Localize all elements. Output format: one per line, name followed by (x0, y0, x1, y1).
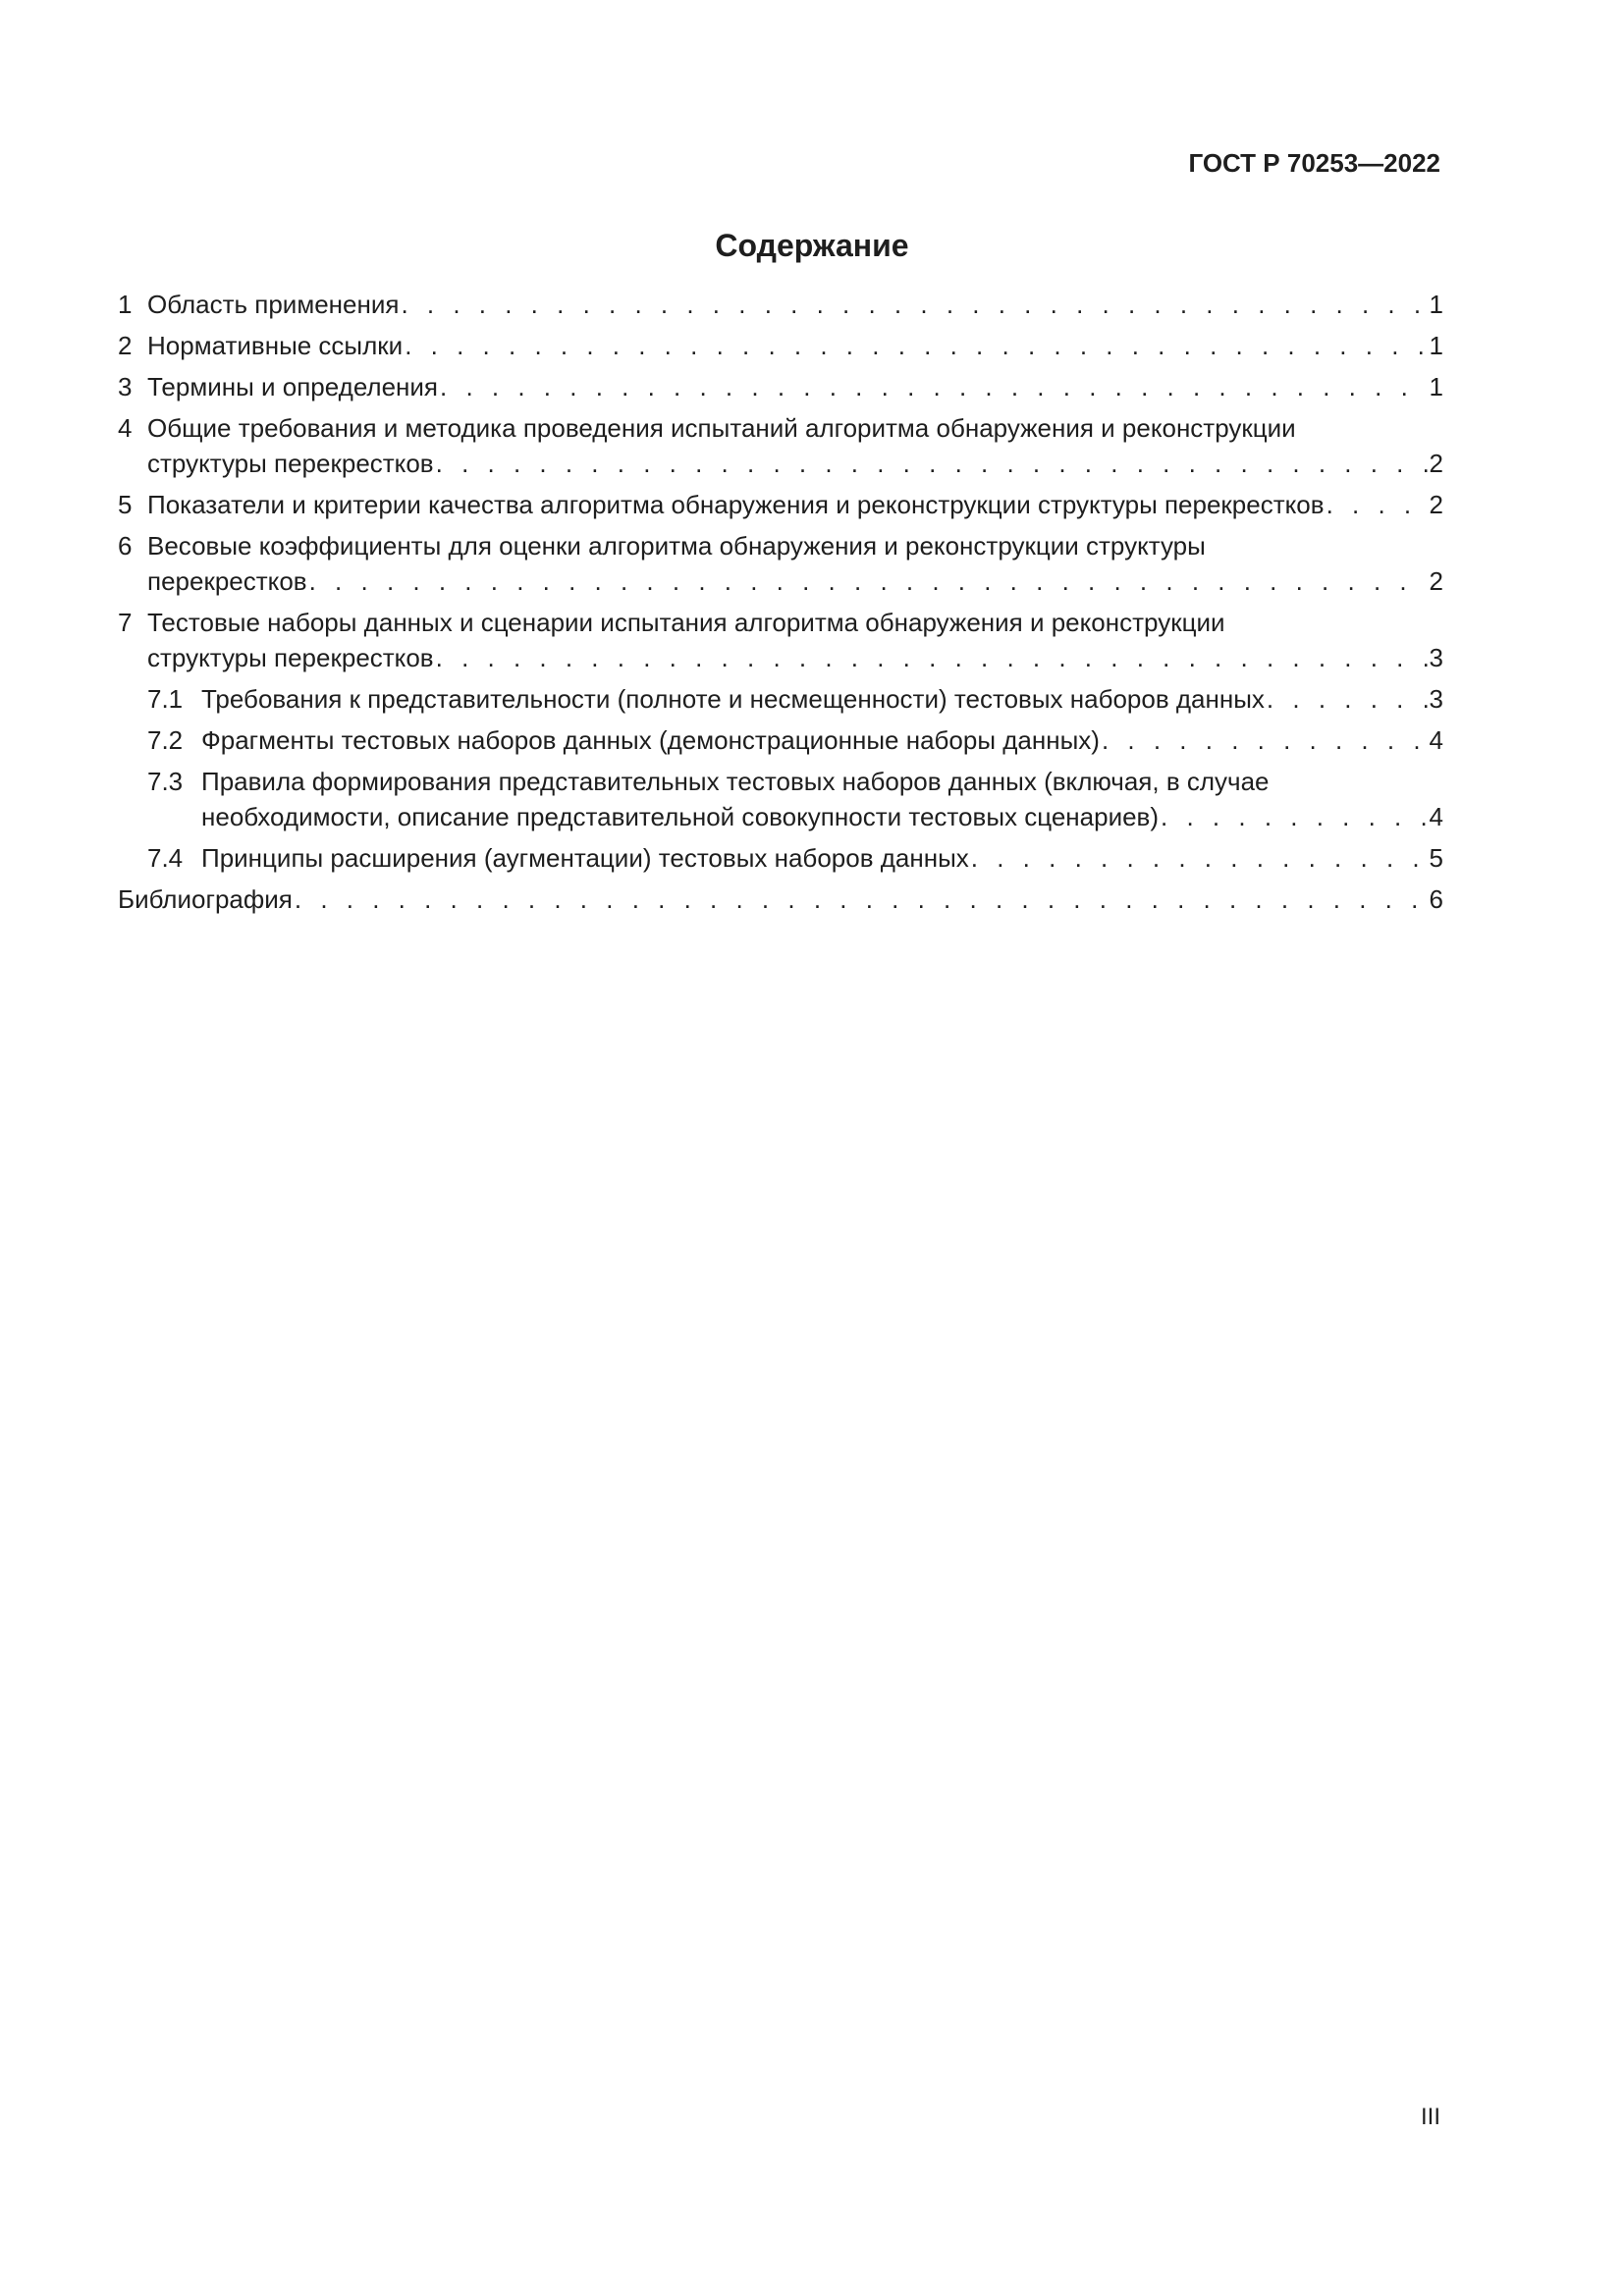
toc-entry-title: Требования к представительности (полноте и несмещенности) тестовых наборов данных (201, 684, 1265, 714)
dot-leader (403, 328, 1427, 363)
toc-entry-title-line: Весовые коэффициенты для оценки алгоритма обнаружения и реконструкции структуры (147, 531, 1206, 561)
toc-entry-page: 2 (1429, 490, 1443, 519)
toc-title: Содержание (715, 228, 909, 263)
toc-entry-number: 7.2 (147, 725, 184, 755)
toc-entry-page: 4 (1429, 802, 1443, 831)
dot-leader (399, 287, 1427, 322)
dot-leader (434, 446, 1428, 481)
dot-leader (1100, 722, 1428, 758)
toc-entry[interactable] (118, 287, 1443, 322)
dot-leader (1325, 487, 1428, 522)
dot-leader (1159, 799, 1428, 834)
dot-leader (307, 563, 1428, 599)
toc-entry-page: 1 (1429, 331, 1443, 360)
toc-entry-number: 7 (118, 608, 133, 637)
toc-entry[interactable] (118, 369, 1443, 404)
toc-entry-title: Фрагменты тестовых наборов данных (демонстрационные наборы данных) (201, 725, 1100, 755)
toc-entry-page: 3 (1429, 684, 1443, 714)
toc-entry-number: 7.3 (147, 767, 184, 796)
toc-entry-number: 2 (118, 331, 133, 360)
toc-entry-number: 1 (118, 290, 133, 319)
dot-leader (438, 369, 1428, 404)
dot-leader (969, 840, 1428, 876)
toc-entry-title: Область применения (147, 290, 400, 319)
toc-entry-number: 6 (118, 531, 133, 561)
toc-entry-page: 1 (1429, 372, 1443, 401)
toc-entry-title-line: Тестовые наборы данных и сценарии испытания алгоритма обнаружения и реконструкции (147, 608, 1225, 637)
toc-entry-page: 1 (1429, 290, 1443, 319)
toc-entry-title: структуры перекрестков (147, 449, 434, 478)
toc-entry-page: 4 (1429, 725, 1443, 755)
table-of-contents (118, 287, 1443, 923)
toc-entry-number: 3 (118, 372, 133, 401)
toc-entry-title: Библиография (118, 884, 293, 914)
toc-entry-title: Показатели и критерии качества алгоритма обнаружения и реконструкции структуры перекрестков (147, 490, 1325, 519)
document-number: ГОСТ Р 70253—2022 (1188, 148, 1440, 178)
page-number: III (1420, 2104, 1440, 2130)
toc-entry-page: 6 (1429, 884, 1443, 914)
toc-entry-page: 2 (1429, 449, 1443, 478)
dot-leader (1265, 681, 1428, 717)
toc-entry-page: 2 (1429, 566, 1443, 596)
toc-entry-number: 5 (118, 490, 133, 519)
toc-entry-title: Принципы расширения (аугментации) тестовых наборов данных (201, 843, 969, 873)
toc-entry[interactable] (118, 528, 1443, 599)
toc-entry-bibliography[interactable] (118, 881, 1443, 917)
toc-entry[interactable] (118, 487, 1443, 522)
toc-entry[interactable] (118, 410, 1443, 481)
toc-entry-number: 7.4 (147, 843, 184, 873)
toc-entry-number: 4 (118, 413, 133, 443)
toc-entry-number: 7.1 (147, 684, 184, 714)
toc-entry-title: Термины и определения (147, 372, 439, 401)
toc-subentry[interactable] (147, 722, 1443, 758)
toc-subentry[interactable] (147, 840, 1443, 876)
toc-entry[interactable] (118, 328, 1443, 363)
toc-entry-title: необходимости, описание представительной совокупности тестовых сценариев) (201, 802, 1160, 831)
dot-leader (434, 640, 1428, 675)
toc-subentry[interactable] (147, 764, 1443, 834)
toc-entry-page: 3 (1429, 643, 1443, 672)
toc-entry-title: перекрестков (147, 566, 307, 596)
toc-entry-page: 5 (1429, 843, 1443, 873)
toc-entry-title-line: Правила формирования представительных тестовых наборов данных (включая, в случае (201, 767, 1270, 796)
toc-entry-title: Нормативные ссылки (147, 331, 404, 360)
toc-entry-title-line: Общие требования и методика проведения испытаний алгоритма обнаружения и реконструкции (147, 413, 1296, 443)
toc-entry-title: структуры перекрестков (147, 643, 434, 672)
dot-leader (293, 881, 1428, 917)
toc-entry[interactable] (118, 605, 1443, 675)
toc-subentry[interactable] (147, 681, 1443, 717)
